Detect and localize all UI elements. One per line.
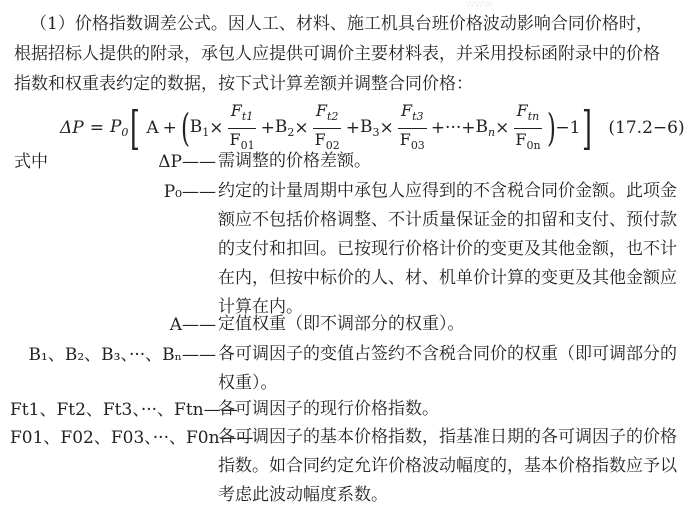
definition-symbol-f0: F01、F02、F03、···、F0n—— (10, 428, 254, 448)
formula-B3: $B_3$ (359, 117, 380, 139)
formula-right-bracket: ] (582, 101, 593, 155)
formula-A: A (146, 118, 159, 138)
formula-equals: = (89, 118, 104, 138)
definition-text-p0: 约定的计量周期中承包人应得到的不含税合同价金额。此项金额应不包括价格调整、不计质量保证金的扣留和支付、预付款的支付和扣回。已按现行价格计价的变更及其他金额，也不计在内，但按中标价的人、材、机单价计算的变更及其他金额应计算在内。 (218, 181, 677, 317)
formula-fraction-2: $\frac{F_{t2}}{F_{02}}$ (314, 100, 340, 152)
formula-plus: + (345, 118, 360, 138)
definition-symbol-b: B₁、B₂、B₃、···、Bₙ—— (28, 345, 216, 365)
formula-fraction-3: $\frac{F_{t3}}{F_{03}}$ (399, 100, 425, 152)
definition-text-delta-p: 需调整的价格差额。 (218, 151, 371, 171)
formula-B2: $B_2$ (274, 117, 295, 139)
where-label: 式中 (14, 152, 48, 172)
formula-left-bracket: [ (130, 101, 141, 155)
formula-lhs: ΔP (60, 118, 84, 138)
definition-symbol-p0: P₀—— (163, 182, 216, 202)
formula-B1: $B_1$ (189, 117, 210, 139)
formula-times: × (379, 118, 394, 138)
formula-Bn: $B_n$ (475, 117, 496, 139)
formula-plus: + (260, 118, 275, 138)
formula-times: × (495, 118, 510, 138)
watermark-icon (462, 0, 522, 10)
formula-ellipsis: +···+ (430, 118, 476, 138)
definition-symbol-ft: Ft1、Ft2、Ft3、···、Ftn—— (10, 400, 238, 420)
formula-minus-one: −1 (555, 118, 581, 138)
formula-fraction-1: $\frac{F_{t1}}{F_{01}}$ (229, 100, 255, 152)
paragraph-line-3: 指数和权重表约定的数据，按下式计算差额并调整合同价格： (14, 74, 473, 94)
definition-text-ft: 各可调因子的现行价格指数。 (218, 399, 439, 419)
svg-text:·www·: ·www· (462, 0, 496, 10)
paragraph-line-1: （1）价格指数调差公式。因人工、材料、施工机具台班价格波动影响合同价格时， (30, 14, 653, 34)
definition-text-b: 各可调因子的变值占签约不含税合同价的权重（即可调部分的权重）。 (218, 344, 677, 393)
formula-p0: $P_0$ (109, 117, 129, 139)
formula-left-paren: ( (180, 106, 190, 150)
definition-symbol-delta-p: ΔP—— (158, 152, 216, 172)
paragraph-line-2: 根据招标人提供的附录，承包人应提供可调价主要材料表，并采用投标函附录中的价格 (14, 44, 660, 64)
formula-times: × (209, 118, 224, 138)
formula-fraction-n: $\frac{F_{tn}}{F_{0n}}$ (515, 100, 541, 152)
formula-plus: + (162, 118, 177, 138)
definition-text-a: 定值权重（即不调部分的权重）。 (218, 314, 465, 334)
definition-symbol-a: A—— (169, 315, 216, 335)
definition-text-f0: 各可调因子的基本价格指数，指基准日期的各可调因子的价格指数。如合同约定允许价格波动幅度的，基本价格指数应予以考虑此波动幅度系数。 (218, 427, 677, 505)
formula-times: × (294, 118, 309, 138)
equation-number: (17.2−6) (608, 118, 685, 138)
formula-right-paren: ) (546, 106, 556, 150)
